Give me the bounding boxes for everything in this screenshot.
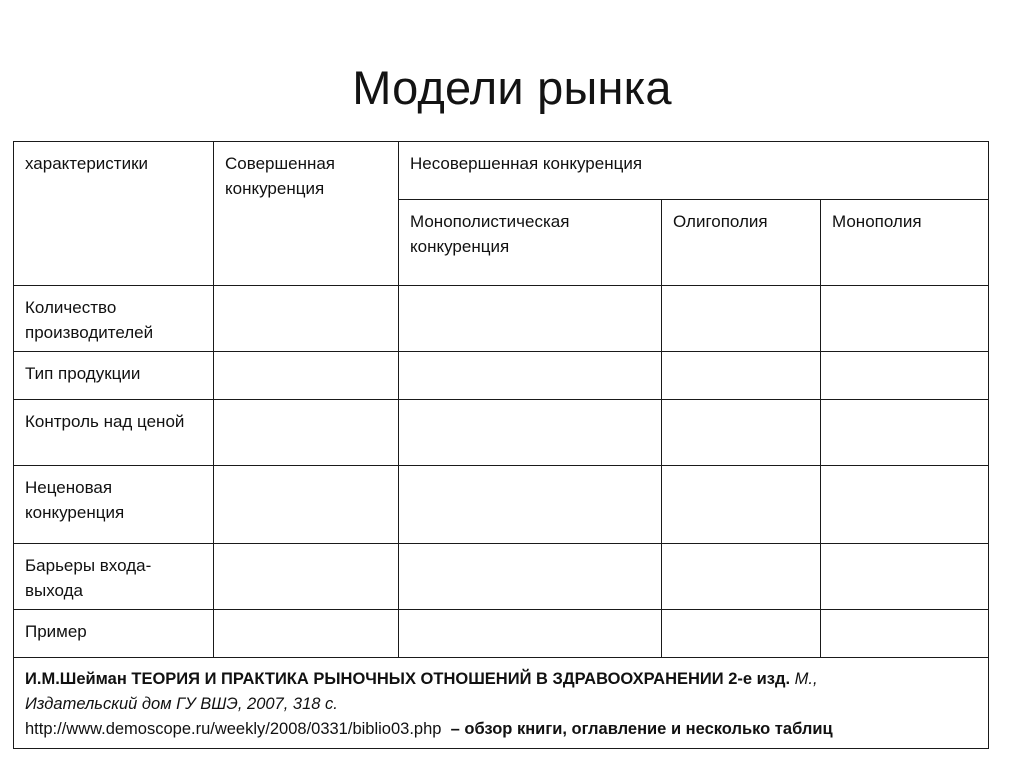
row-label-nonprice-competition: Неценовая конкуренция (14, 466, 214, 544)
table-row (14, 286, 989, 352)
source-url-gap (441, 720, 450, 738)
table-row (14, 610, 989, 658)
source-url-link[interactable]: http://www.demoscope.ru/weekly/2008/0331/biblio03.php (25, 720, 442, 738)
cell-monopolistic-3[interactable] (399, 466, 662, 544)
cell-perfect-3[interactable] (214, 466, 399, 544)
cell-oligopoly-1[interactable] (662, 352, 821, 400)
header-monopolistic-competition: Монополистическая конкуренция (399, 200, 662, 286)
source-line-1 (25, 667, 978, 692)
cell-monopolistic-4[interactable] (399, 544, 662, 610)
source-line-2 (25, 692, 978, 717)
table-header-row-group (14, 142, 989, 200)
cell-oligopoly-5[interactable] (662, 610, 821, 658)
cell-oligopoly-2[interactable] (662, 400, 821, 466)
cell-oligopoly-0[interactable] (662, 286, 821, 352)
cell-oligopoly-3[interactable] (662, 466, 821, 544)
table-body (14, 286, 989, 749)
row-label-number-of-producers: Количество производителей (14, 286, 214, 352)
cell-monopolistic-5[interactable] (399, 610, 662, 658)
table-header (14, 142, 989, 286)
row-label-product-type: Тип продукции (14, 352, 214, 400)
row-label-price-control: Контроль над ценой (14, 400, 214, 466)
cell-monopoly-1[interactable] (821, 352, 989, 400)
cell-perfect-2[interactable] (214, 400, 399, 466)
cell-monopolistic-1[interactable] (399, 352, 662, 400)
header-monopoly: Монополия (821, 200, 989, 286)
cell-monopoly-4[interactable] (821, 544, 989, 610)
header-perfect-competition: Совершенная конкуренция (214, 142, 399, 286)
cell-monopoly-5[interactable] (821, 610, 989, 658)
cell-oligopoly-4[interactable] (662, 544, 821, 610)
source-line-3 (25, 717, 978, 742)
source-line-1-city: М., (794, 670, 818, 688)
source-url-description: – обзор книги, оглавление и несколько таблиц (450, 720, 833, 738)
header-oligopoly: Олигополия (662, 200, 821, 286)
page-title: Модели рынка (352, 61, 672, 114)
row-label-entry-exit-barriers: Барьеры входа-выхода (14, 544, 214, 610)
market-models-table (13, 141, 989, 749)
cell-perfect-0[interactable] (214, 286, 399, 352)
header-imperfect-competition: Несовершенная конкуренция (399, 142, 989, 200)
row-label-example: Пример (14, 610, 214, 658)
table-row-source (14, 658, 989, 749)
table-row (14, 400, 989, 466)
cell-monopolistic-2[interactable] (399, 400, 662, 466)
header-characteristics: характеристики (14, 142, 214, 286)
source-citation-cell (14, 658, 989, 749)
cell-monopolistic-0[interactable] (399, 286, 662, 352)
cell-perfect-1[interactable] (214, 352, 399, 400)
source-line-1-bold: И.М.Шейман ТЕОРИЯ И ПРАКТИКА РЫНОЧНЫХ ОТНОШЕНИЙ В ЗДРАВООХРАНЕНИИ 2-е изд. (25, 670, 791, 688)
table-row (14, 466, 989, 544)
source-publisher: Издательский дом ГУ ВШЭ, 2007, 318 с. (25, 695, 338, 713)
table-row (14, 352, 989, 400)
cell-monopoly-2[interactable] (821, 400, 989, 466)
table-row (14, 544, 989, 610)
cell-perfect-5[interactable] (214, 610, 399, 658)
cell-perfect-4[interactable] (214, 544, 399, 610)
cell-monopoly-3[interactable] (821, 466, 989, 544)
cell-monopoly-0[interactable] (821, 286, 989, 352)
